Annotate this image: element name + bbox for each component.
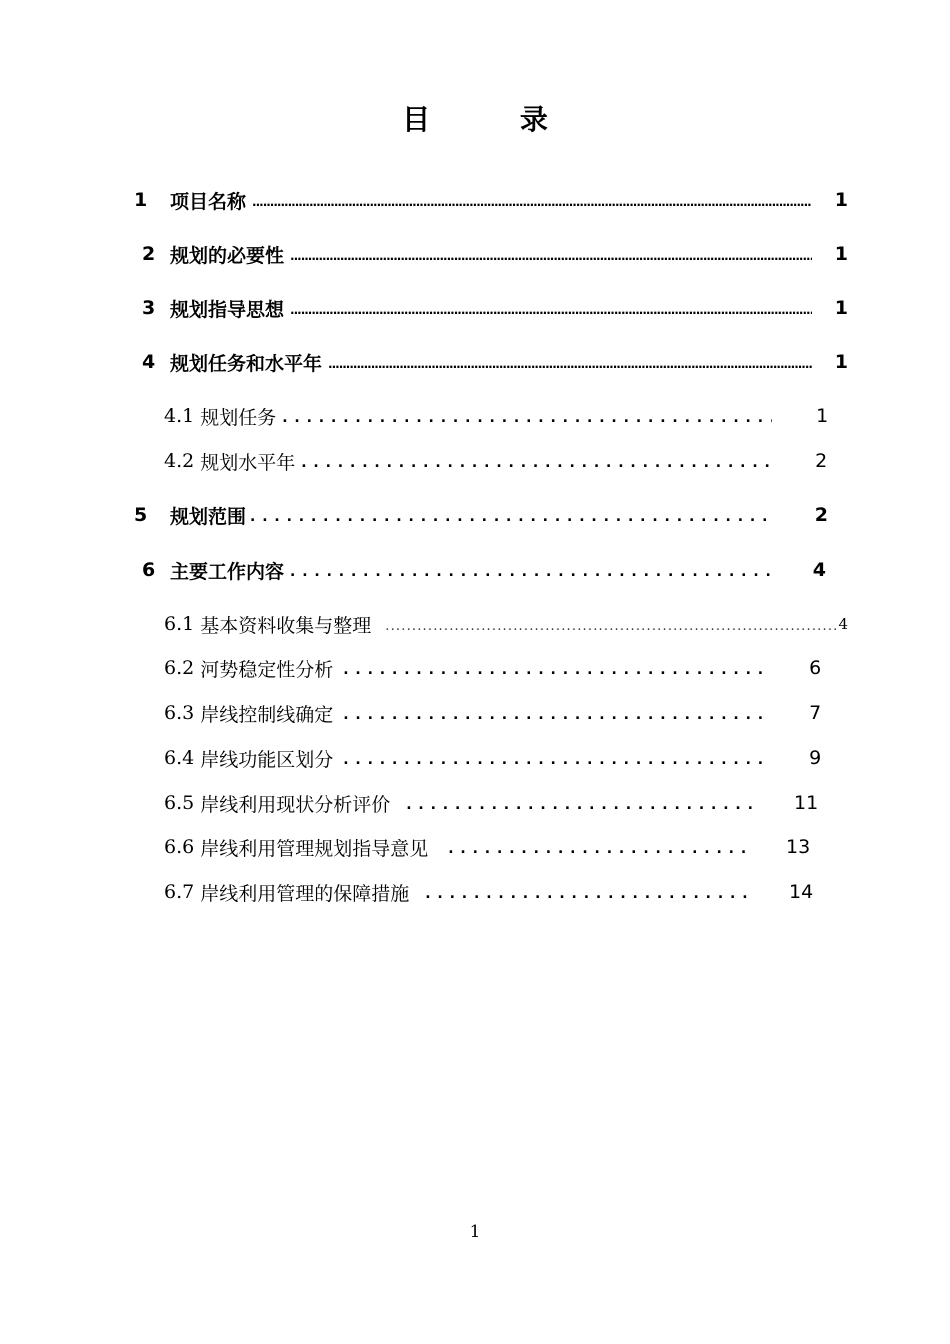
toc-entry-page: 1 bbox=[816, 405, 829, 427]
toc-entry-number: 6.2 bbox=[164, 657, 195, 679]
toc-entry-number: 4.1 bbox=[164, 405, 195, 427]
toc-dot-leader bbox=[385, 613, 836, 635]
toc-entry-label: 主要工作内容 bbox=[170, 560, 285, 583]
toc-dot-leader bbox=[301, 450, 771, 472]
toc-entry-label: 规划指导思想 bbox=[170, 298, 285, 321]
toc-entry-page: 11 bbox=[794, 792, 819, 814]
toc-entry-label: 规划水平年 bbox=[200, 451, 296, 474]
toc-entry-number: 2 bbox=[142, 243, 156, 265]
toc-entry-4-1[interactable] bbox=[164, 401, 848, 431]
toc-entry-6-5[interactable] bbox=[164, 788, 848, 818]
toc-entry-number: 1 bbox=[134, 189, 148, 211]
toc-entry-label: 河势稳定性分析 bbox=[200, 658, 334, 681]
toc-entry-page: 4 bbox=[838, 615, 848, 633]
toc-dot-leader bbox=[343, 747, 765, 769]
toc-entry-6-2[interactable] bbox=[164, 653, 848, 683]
toc-entry-label: 规划范围 bbox=[170, 505, 247, 528]
toc-dot-leader bbox=[290, 243, 812, 265]
toc-dot-leader bbox=[250, 504, 772, 526]
toc-entry-page: 2 bbox=[815, 450, 828, 472]
toc-dot-leader bbox=[448, 836, 748, 858]
toc-entry-label: 基本资料收集与整理 bbox=[200, 614, 372, 637]
toc-entry-label: 规划任务 bbox=[200, 406, 277, 429]
toc-entry-5[interactable] bbox=[134, 500, 848, 530]
toc-entry-number: 6.4 bbox=[164, 747, 195, 769]
toc-entry-1[interactable] bbox=[134, 185, 848, 215]
toc-entry-6-1[interactable] bbox=[164, 609, 848, 639]
toc-entry-number: 6.3 bbox=[164, 702, 195, 724]
toc-entry-label: 规划任务和水平年 bbox=[170, 352, 323, 375]
toc-entry-number: 6.6 bbox=[164, 836, 195, 858]
toc-entry-6-3[interactable] bbox=[164, 698, 848, 728]
toc-entry-4-2[interactable] bbox=[164, 446, 848, 476]
toc-entry-page: 7 bbox=[809, 702, 822, 724]
toc-entry-6-6[interactable] bbox=[164, 832, 848, 862]
toc-entry-6[interactable] bbox=[142, 555, 848, 585]
toc-entry-number: 6.7 bbox=[164, 881, 195, 903]
toc-entry-page: 2 bbox=[814, 504, 829, 526]
toc-entry-page: 1 bbox=[834, 351, 848, 373]
toc-entry-3[interactable] bbox=[142, 293, 848, 323]
toc-entry-label: 规划的必要性 bbox=[170, 244, 285, 267]
toc-entry-number: 5 bbox=[134, 504, 148, 526]
toc-dot-leader bbox=[406, 792, 756, 814]
toc-dot-leader bbox=[328, 351, 812, 373]
toc-entry-6-7[interactable] bbox=[164, 877, 848, 907]
toc-dot-leader bbox=[425, 881, 751, 903]
toc-entry-2[interactable] bbox=[142, 239, 848, 269]
toc-dot-leader bbox=[343, 702, 765, 724]
toc-entry-number: 4.2 bbox=[164, 450, 195, 472]
toc-dot-leader bbox=[282, 405, 772, 427]
toc-entry-number: 6.5 bbox=[164, 792, 195, 814]
toc-entry-page: 1 bbox=[834, 243, 848, 265]
toc-entry-label: 岸线功能区划分 bbox=[200, 748, 334, 771]
toc-entry-6-4[interactable] bbox=[164, 743, 848, 773]
toc-entry-page: 9 bbox=[809, 747, 822, 769]
toc-title: 目 录 bbox=[402, 103, 588, 136]
toc-entry-number: 6 bbox=[142, 559, 156, 581]
toc-entry-page: 1 bbox=[834, 189, 848, 211]
toc-entry-number: 6.1 bbox=[164, 613, 195, 635]
toc-dot-leader bbox=[343, 657, 765, 679]
toc-entry-page: 14 bbox=[789, 881, 814, 903]
toc-entry-label: 岸线利用管理的保障措施 bbox=[200, 882, 410, 905]
toc-dot-leader bbox=[290, 297, 812, 319]
toc-entry-label: 岸线利用现状分析评价 bbox=[200, 793, 391, 816]
toc-entry-label: 项目名称 bbox=[170, 190, 247, 213]
toc-entry-page: 6 bbox=[809, 657, 822, 679]
toc-entry-label: 岸线控制线确定 bbox=[200, 703, 334, 726]
toc-entry-4[interactable] bbox=[142, 347, 848, 377]
toc-entry-page: 13 bbox=[786, 836, 811, 858]
toc-entry-label: 岸线利用管理规划指导意见 bbox=[200, 837, 429, 860]
toc-dot-leader bbox=[252, 189, 812, 211]
toc-entry-page: 1 bbox=[834, 297, 848, 319]
toc-entry-number: 4 bbox=[142, 351, 156, 373]
toc-dot-leader bbox=[290, 559, 770, 581]
toc-entry-page: 4 bbox=[812, 559, 827, 581]
toc-entry-number: 3 bbox=[142, 297, 156, 319]
page-number: 1 bbox=[469, 1222, 481, 1242]
